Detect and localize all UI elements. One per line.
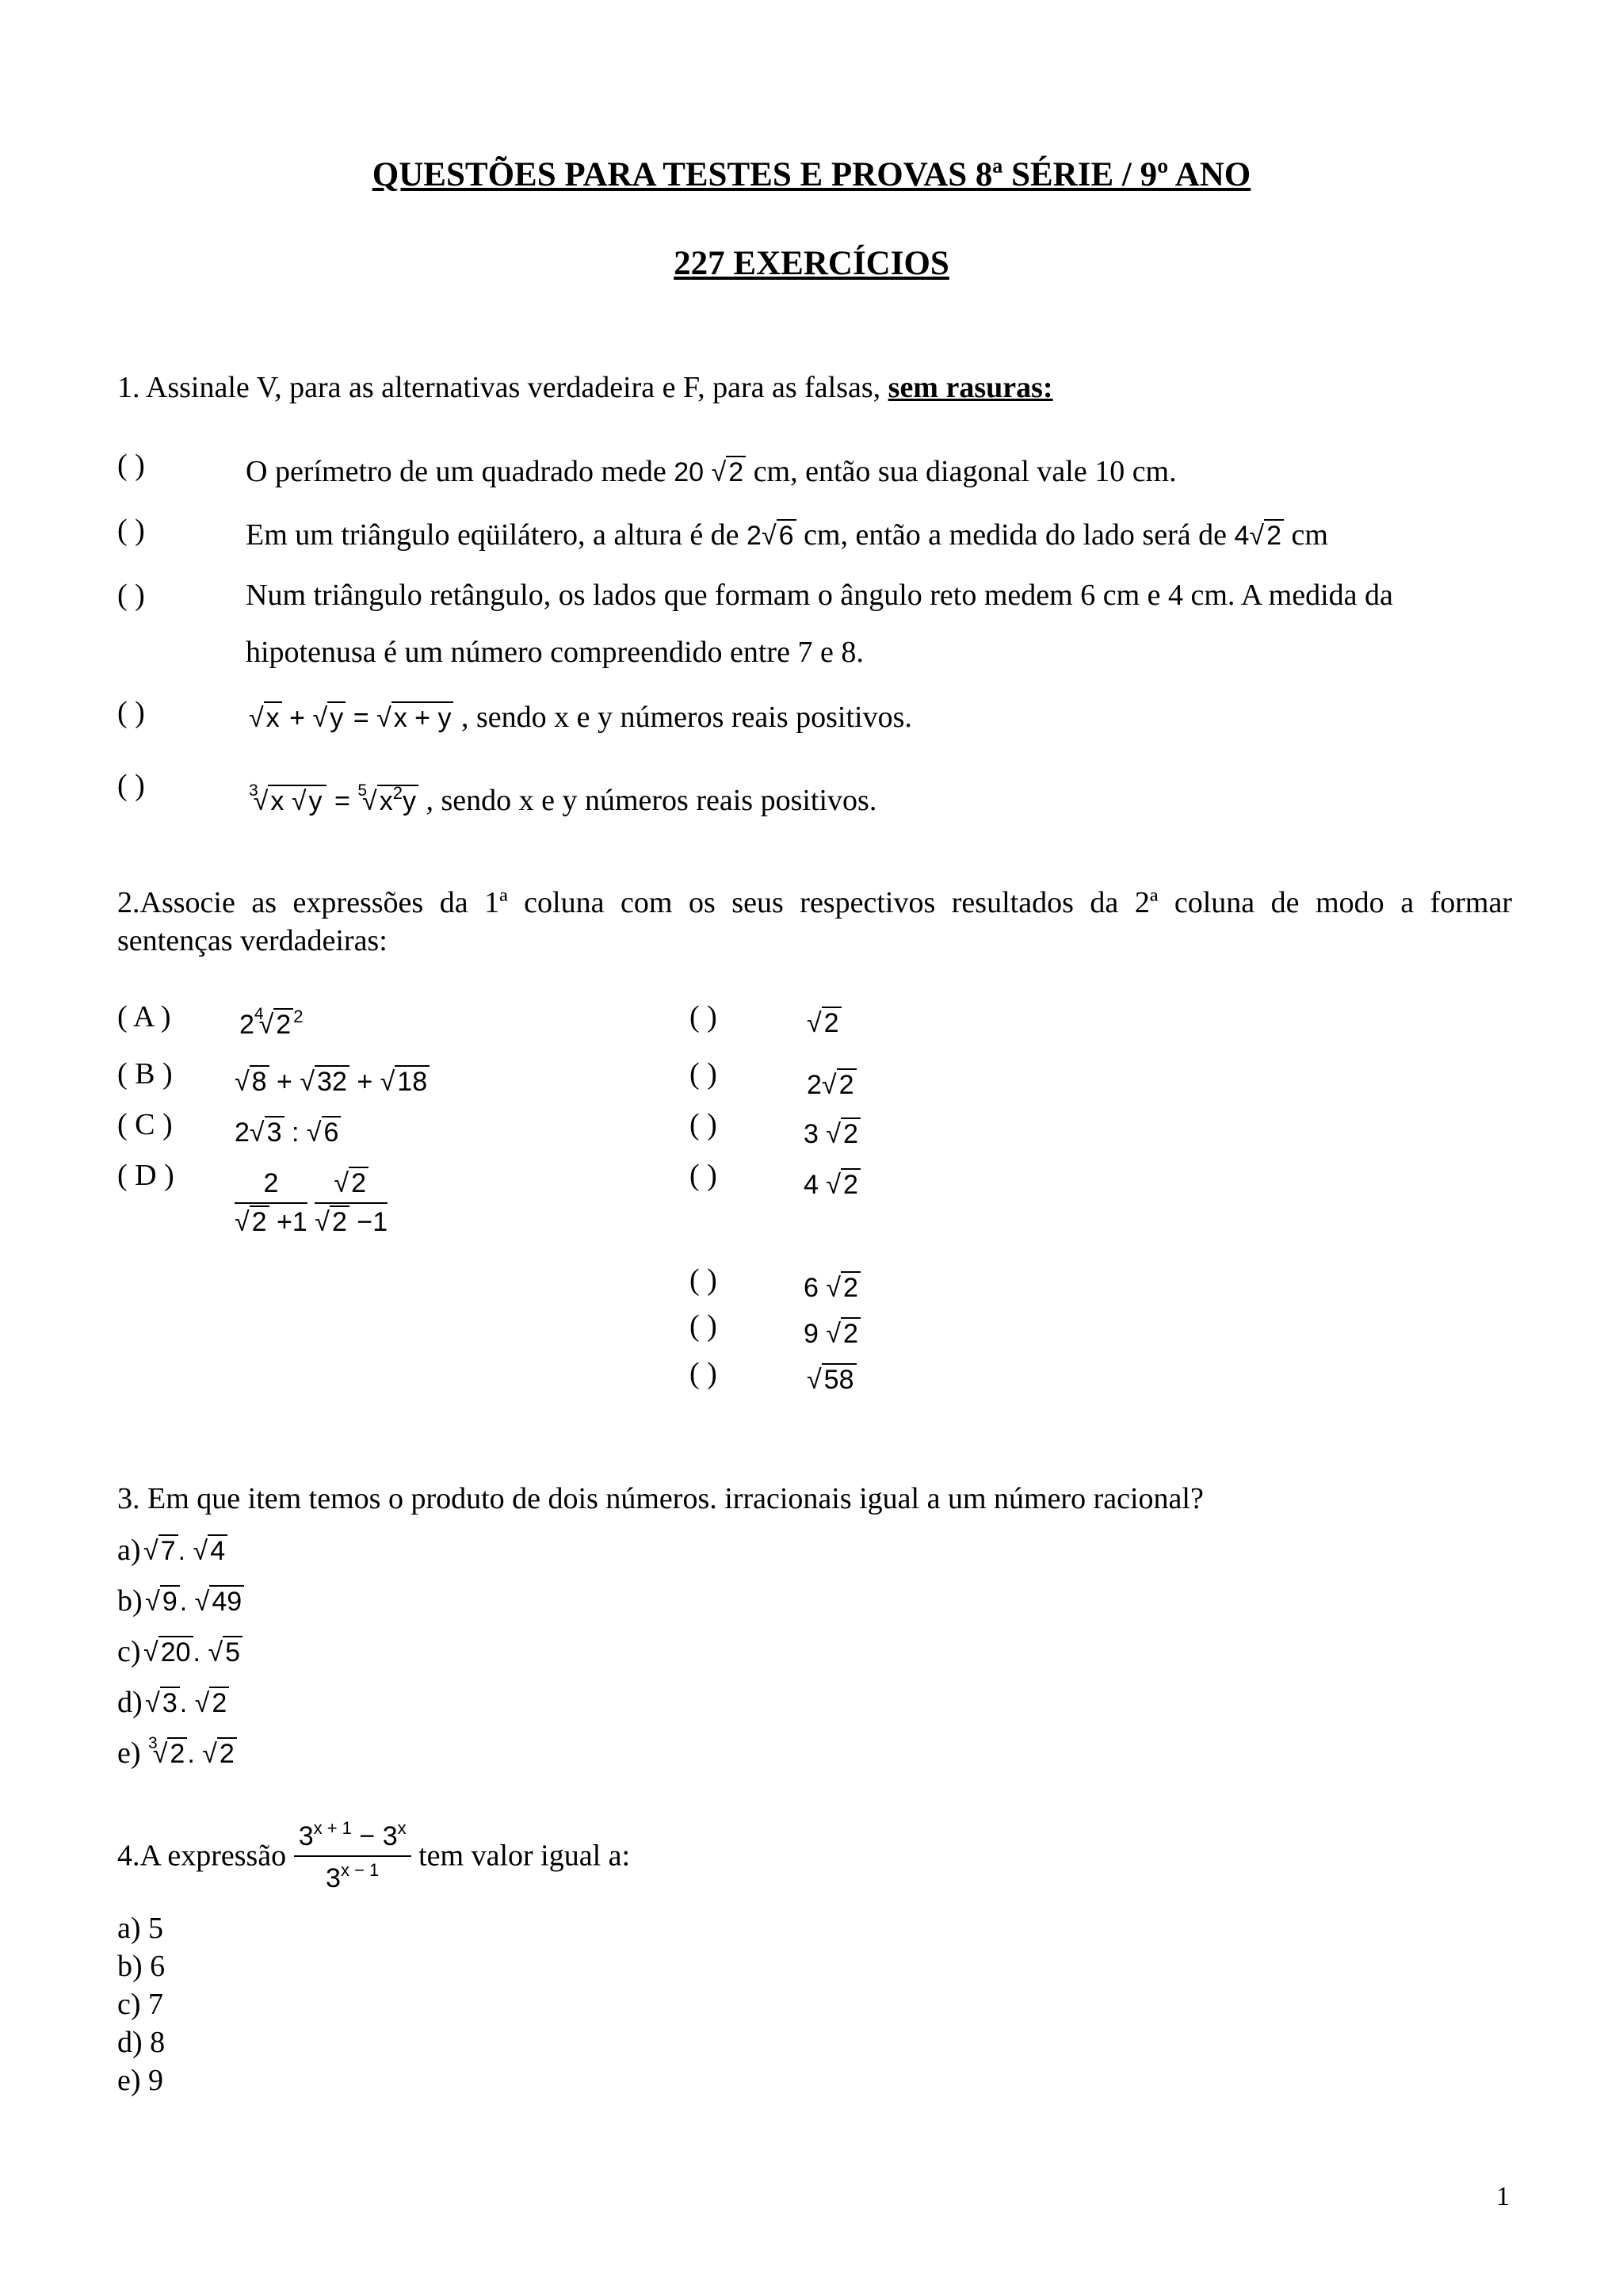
page-title: QUESTÕES PARA TESTES E PROVAS 8ª SÉRIE / 9º ANO xyxy=(372,156,1251,193)
q3-option-d: d) √ 3. √ 2 xyxy=(117,1683,229,1721)
q4-option-c: c) 7 xyxy=(117,1988,164,2021)
q2-left-b-expr: √ 8 + √ 32 + √ 18 xyxy=(235,1067,430,1098)
q2-intro-line1: 2.Associe as expressões da 1ª coluna com os seus respectivos resultados da 2ª coluna de modo a formar xyxy=(117,886,1512,919)
q3-option-e: e) $^3$√ 2. √ 2 xyxy=(117,1734,237,1771)
q4-option-b: b) 6 xyxy=(117,1950,166,1983)
q4-option-e: e) 9 xyxy=(117,2064,164,2097)
q4-option-a: a) 5 xyxy=(117,1912,164,1945)
q2-left-d-label: ( D ) xyxy=(117,1159,174,1192)
q2-intro-line2: sentenças verdadeiras: xyxy=(117,924,388,957)
q4-fraction: $\frac{3^{x + 1} - 3^x}{3^{x - 1}}$ xyxy=(294,1818,411,1894)
q1-item-4: √ x + √ y = √ x + y , sendo x e y números reais positivos. xyxy=(249,701,912,735)
q2-right-6: 9 √ 2 xyxy=(804,1319,861,1350)
q1-item-3-line1: Num triângulo retângulo, os lados que formam o ângulo reto medem 6 cm e 4 cm. A medida da xyxy=(246,579,1393,612)
q2-right-1: √ 2 xyxy=(807,1008,842,1039)
q2-right-1-paren: ( ) xyxy=(689,1000,717,1033)
q2-right-3-paren: ( ) xyxy=(689,1108,717,1141)
page-number: 1 xyxy=(1496,2182,1510,2211)
q1-item-3-paren: ( ) xyxy=(117,579,145,612)
q2-left-b-label: ( B ) xyxy=(117,1057,173,1091)
q1-item-1-paren: ( ) xyxy=(117,449,145,482)
q1-item-5: $^3$√ x √ y = $^5$√ $x^2y$ , sendo x e y números reais positivos. xyxy=(249,781,876,819)
q4-question: 4.A expressão $\frac{3^{x + 1} - 3^x}{3^{x - 1}}$ tem valor igual a: xyxy=(117,1818,631,1894)
q3-question: 3. Em que item temos o produto de dois números. irracionais igual a um número racional? xyxy=(117,1482,1204,1515)
q2-right-6-paren: ( ) xyxy=(689,1309,717,1343)
q1-intro: 1. Assinale V, para as alternativas verdadeira e F, para as falsas, sem rasuras: xyxy=(117,371,1053,404)
q3-option-b: b) √ 9. √ 49 xyxy=(117,1582,244,1619)
q2-right-7-paren: ( ) xyxy=(689,1357,717,1390)
q1-item-4-paren: ( ) xyxy=(117,696,145,729)
q4-option-d: d) 8 xyxy=(117,2026,166,2059)
q2-left-d-expr: 2 √ 2 +1 √ 2 √ 2 −1 xyxy=(235,1168,388,1238)
q3-option-c: c) √ 20. √ 5 xyxy=(117,1633,242,1670)
q1-intro-bold: sem rasuras: xyxy=(888,371,1053,404)
q1-item-3-line2: hipotenusa é um número compreendido entre 7 e 8. xyxy=(246,636,864,669)
q2-right-2: 2√ 2 xyxy=(807,1070,857,1101)
q1-item-2-paren: ( ) xyxy=(117,514,145,547)
q2-right-5-paren: ( ) xyxy=(689,1263,717,1297)
q2-left-a-expr: $2^4√$ 2 $^2$ xyxy=(239,1005,303,1041)
q2-left-c-label: ( C ) xyxy=(117,1108,173,1141)
q1-item-2: Em um triângulo eqüilátero, a altura é de 2√ 6 cm, então a medida do lado será de 4√ 2 cm xyxy=(246,518,1328,553)
q2-right-2-paren: ( ) xyxy=(689,1057,717,1091)
q2-right-3: 3 √ 2 xyxy=(804,1119,861,1150)
q1-item-5-paren: ( ) xyxy=(117,769,145,802)
q2-left-c-expr: 2√ 3 : √ 6 xyxy=(235,1117,341,1148)
q2-right-7: √ 58 xyxy=(807,1365,857,1396)
q2-right-4-paren: ( ) xyxy=(689,1159,717,1192)
q2-right-5: 6 √ 2 xyxy=(804,1273,861,1304)
page-subtitle: 227 EXERCÍCIOS xyxy=(674,245,949,282)
q3-option-a: a) √ 7. √ 4 xyxy=(117,1531,227,1568)
q2-right-4: 4 √ 2 xyxy=(804,1170,861,1201)
q1-item-1: O perímetro de um quadrado mede 20 √ 2 cm, então sua diagonal vale 10 cm. xyxy=(246,455,1177,490)
q2-left-a-label: ( A ) xyxy=(117,1000,171,1033)
